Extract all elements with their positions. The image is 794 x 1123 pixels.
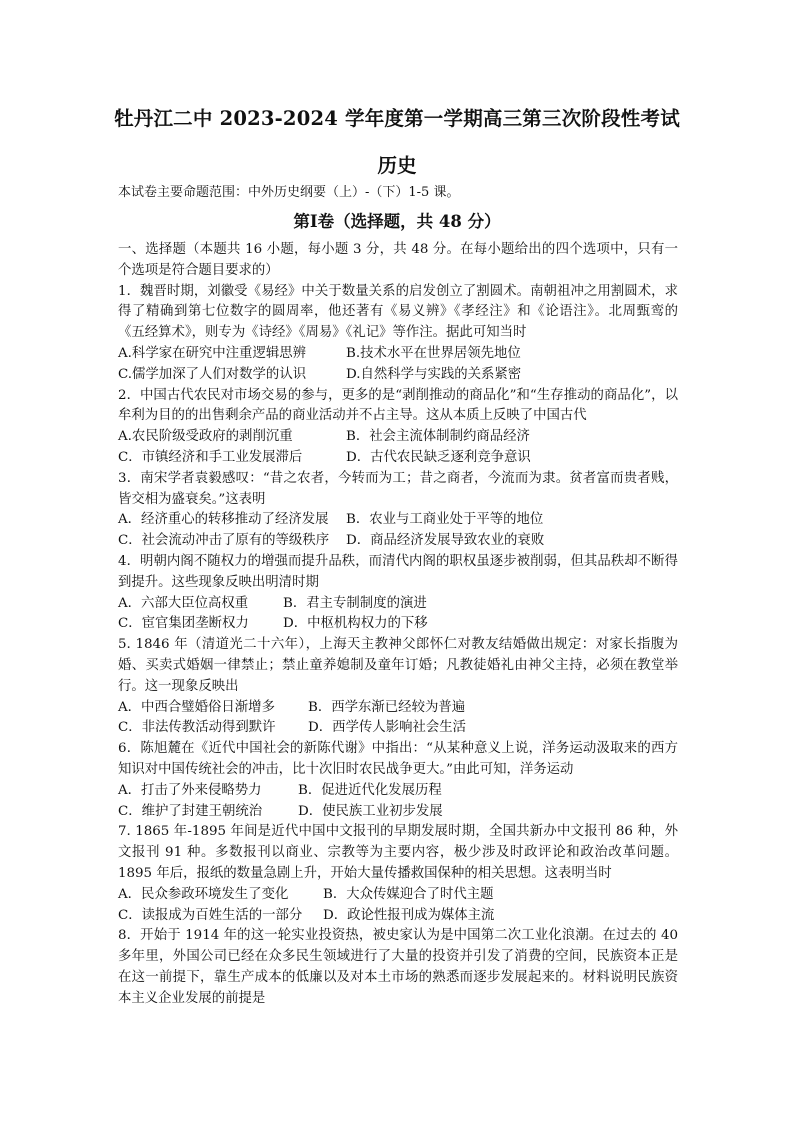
option-c: C．宦官集团垄断权力 xyxy=(118,616,249,632)
question-7-stem: 7. 1865 年-1895 年间是近代中国中文报刊的早期发展时期，全国共新办中文报刊 86 种，外文报刊 91 种。多数报刊以商业、宗教等为主要内容，极少涉及时政评论和政治改革问题。1895 年后，报纸的数量急剧上升，开始大量传播救国保种的相关思想。这表明当时 xyxy=(118,824,678,881)
option-d: D．商品经济发展导致农业的衰败 xyxy=(346,533,545,549)
option-c: C．社会流动冲击了原有的等级秩序 xyxy=(118,533,330,549)
question-body xyxy=(118,240,678,1009)
question-2-options-row-1 xyxy=(118,427,678,448)
option-c: C．维护了封建王朝统治 xyxy=(118,803,263,819)
question-6-stem: 6．陈旭麓在《近代中国社会的新陈代谢》中指出：“从某种意义上说，洋务运动汲取来的西方知识对中国传统社会的冲击，比十次旧时农民战争更大。”由此可知，洋务运动 xyxy=(118,741,678,777)
option-c: C．市镇经济和手工业发展滞后 xyxy=(118,449,303,465)
option-b: B．促进近代化发展历程 xyxy=(298,782,442,798)
question-2-options-row-2 xyxy=(118,448,678,469)
option-d: D．古代农民缺乏逐利竞争意识 xyxy=(346,449,531,465)
option-c: C．非法传教活动得到默许 xyxy=(118,720,276,736)
option-b: B．农业与工商业处于平等的地位 xyxy=(346,512,544,528)
option-a: A．民众参政环境发生了变化 xyxy=(118,886,289,902)
option-a: A.农民阶级受政府的剥削沉重 xyxy=(118,429,293,445)
option-a: A．中西合璧婚俗日渐增多 xyxy=(118,699,275,715)
option-c: C.儒学加深了人们对数学的认识 xyxy=(118,366,307,382)
question-5-options-row-1 xyxy=(118,698,678,719)
question-1-options-row-1 xyxy=(118,344,678,365)
option-a: A．打击了外来侵略势力 xyxy=(118,782,262,798)
option-d: D.自然科学与实践的关系紧密 xyxy=(346,366,522,382)
question-3-stem: 3．南宋学者袁毅感叹：“昔之农者，今转而为工；昔之商者，今流而为隶。贫者富而贵者贱，皆交相为盛衰矣。”这表明 xyxy=(118,470,678,507)
question-3-options-row-2 xyxy=(118,531,678,552)
question-7-options-row-1 xyxy=(118,885,678,906)
option-a: A.科学家在研究中注重逻辑思辨 xyxy=(118,345,307,361)
question-4-options-row-1 xyxy=(118,594,678,615)
section-title: 第Ⅰ卷（选择题，共 48 分） xyxy=(293,212,501,231)
option-d: D．西学传人影响社会生活 xyxy=(308,720,467,736)
question-4-stem: 4．明朝内阁不随权力的增强而提升品秩，而清代内阁的职权虽逐步被削弱，但其品秩却不断得到提升。这些现象反映出明清时期 xyxy=(118,553,678,590)
question-5-options-row-2 xyxy=(118,718,678,739)
option-b: B．西学东渐已经较为普遍 xyxy=(308,699,466,715)
section-instructions: 一、选择题（本题共 16 小题，每小题 3 分，共 48 分。在每小题给出的四个选项中，只有一个选项是符合题目要求的） xyxy=(118,242,678,278)
subject-title: 历史 xyxy=(377,154,417,177)
exam-scope: 本试卷主要命题范围：中外历史纲要（上）-（下）1-5 课。 xyxy=(118,185,460,200)
option-b: B．社会主流体制制约商品经济 xyxy=(346,429,530,445)
option-b: B.技术水平在世界居领先地位 xyxy=(346,345,521,361)
option-b: B．大众传媒迎合了时代主题 xyxy=(323,886,494,902)
question-1-stem: 1．魏晋时期，刘徽受《易经》中关于数量关系的启发创立了割圆术。南朝祖冲之用割圆术，求得了精确到第七位数字的圆周率，他还著有《易义辨》《孝经注》和《论语注》。北周甄鸾的《五经算术》，则专为《诗经》《周易》《礼记》等作注。据此可知当时 xyxy=(118,283,678,341)
question-8-stem: 8．开始于 1914 年的这一轮实业投资热，被史家认为是中国第二次工业化浪潮。在过去的 40 多年里，外国公司已经在众多民生领域进行了大量的投资并引发了消费的空间，民族资本正是在这一前提下，靠生产成本的低廉以及对本土市场的熟悉而逐步发展起来的。材料说明民族资本主义企业发展的前提是 xyxy=(118,928,678,1006)
question-5-stem: 5. 1846 年（清道光二十六年），上海天主教神父郎怀仁对教友结婚做出规定：对家长指腹为婚、买卖式婚姻一律禁止；禁止童养媳制及童年订婚；凡教徒婚礼由神父主持，必须在教堂举行。这一现象反映出 xyxy=(118,637,678,694)
question-1-options-row-2 xyxy=(118,365,678,386)
option-d: D．中枢机构权力的下移 xyxy=(283,616,428,632)
question-6-options-row-1 xyxy=(118,781,678,802)
question-3-options-row-1 xyxy=(118,510,678,531)
question-2-stem: 2．中国古代农民对市场交易的参与，更多的是“剥削推动的商品化”和“生存推动的商品化”，以牟利为目的的出售剩余产品的商业活动并不占主导。这从本质上反映了中国古代 xyxy=(118,387,678,424)
option-b: B．君主专制制度的演进 xyxy=(283,595,427,611)
question-6-options-row-2 xyxy=(118,802,678,823)
option-d: D．政论性报刊成为媒体主流 xyxy=(323,907,495,923)
exam-title: 牡丹江二中 2023-2024 学年度第一学期高三第三次阶段性考试 xyxy=(114,107,680,130)
question-4-options-row-2 xyxy=(118,614,678,635)
option-d: D．使民族工业初步发展 xyxy=(298,803,443,819)
option-a: A．六部大臣位高权重 xyxy=(118,595,249,611)
question-7-options-row-2 xyxy=(118,906,678,927)
option-c: C．读报成为百姓生活的一部分 xyxy=(118,907,303,923)
option-a: A．经济重心的转移推动了经济发展 xyxy=(118,512,329,528)
